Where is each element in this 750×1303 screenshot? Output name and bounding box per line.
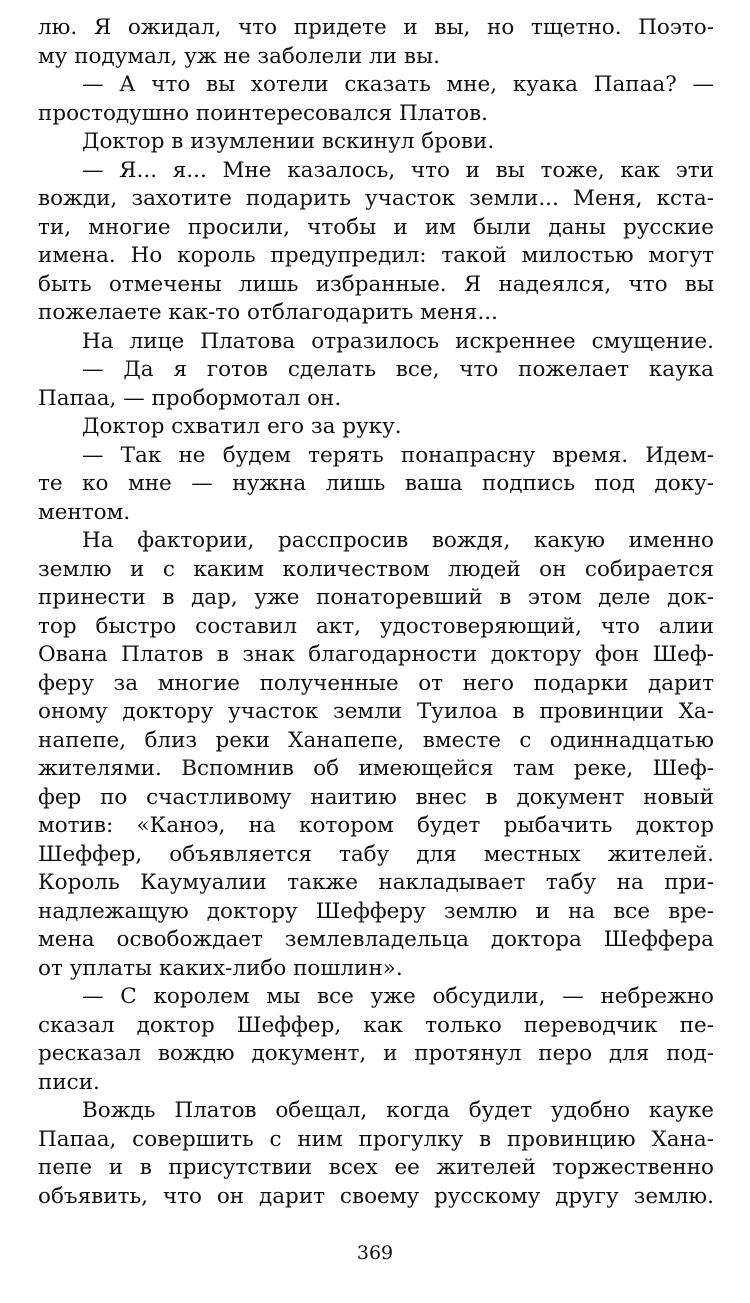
text-line: Доктор в изумлении вскинул брови.: [82, 129, 495, 154]
text-line: быть отмечены лишь избранные. Я надеялся, что вы: [38, 271, 714, 297]
text-line: пепе и в присутствии всех ее жителей торжественно: [38, 1155, 714, 1180]
text-line: мена освобождает землевладельца доктора Шеффера: [38, 927, 714, 952]
text-line: Ована Платов в знак благодарности доктору фон Шеф-: [38, 642, 714, 667]
text-line: На фактории, расспросив вождя, какую именно: [82, 528, 714, 553]
text-line: мотив: «Каноэ, на котором будет рыбачить доктор: [38, 813, 714, 838]
text-line: жителями. Вспомнив об имеющейся там реке, Шеф-: [38, 756, 714, 781]
text-line: простодушно поинтересовался Платов.: [38, 100, 488, 126]
text-line: — Так не будем терять понапрасну время. Идем-: [82, 442, 714, 468]
text-line: напепе, близ реки Ханапепе, вместе с одиннадцатью: [38, 727, 714, 753]
text-line: объявить, что он дарит своему русскому другу землю.: [38, 1183, 714, 1209]
text-line: землю и с каким количеством людей он собирается: [38, 556, 714, 582]
page-number: 369: [356, 1242, 394, 1264]
text-line: ресказал вождю документ, и протянул перо для под-: [38, 1041, 714, 1066]
text-line: те ко мне — нужна лишь ваша подпись под доку-: [38, 471, 714, 496]
text-line: принести в дар, уже понаторевший в этом деле док-: [38, 585, 714, 610]
text-line: оному доктору участок земли Туилоа в провинции Ха-: [38, 699, 714, 724]
text-line: лю. Я ожидал, что придете и вы, но тщетно. Поэто-: [38, 15, 714, 40]
text-line: — С королем мы все уже обсудили, — небрежно: [82, 984, 714, 1009]
text-line: сказал доктор Шеффер, как только переводчик пе-: [38, 1012, 714, 1038]
text-line: — А что вы хотели сказать мне, куака Папаа? —: [82, 72, 714, 97]
book-page-text: [38, 14, 714, 1211]
text-line: тор быстро составил акт, удостоверяющий, что алии: [38, 613, 714, 639]
text-line: ти, многие просили, чтобы и им были даны русские: [38, 214, 714, 240]
text-line: Вождь Платов обещал, когда будет удобно кауке: [82, 1098, 714, 1123]
text-line: Папаа, совершить с ним прогулку в провинцию Хана-: [38, 1126, 714, 1152]
text-line: Доктор схватил его за руку.: [82, 414, 402, 439]
text-line: вожди, захотите подарить участок земли... Меня, кста-: [38, 186, 714, 211]
text-line: фер по счастливому наитию внес в документ новый: [38, 784, 714, 810]
text-line: писи.: [38, 1069, 100, 1095]
text-line: — Да я готов сделать все, что пожелает каука: [82, 357, 714, 382]
text-line: пожелаете как-то отблагодарить меня...: [38, 300, 498, 325]
text-line: На лице Платова отразилось искреннее смущение.: [82, 328, 714, 354]
text-line: му подумал, уж не заболели ли вы.: [38, 43, 440, 69]
text-line: феру за многие полученные от него подарки дарит: [38, 670, 714, 696]
text-line: Король Каумуалии также накладывает табу на при-: [38, 870, 714, 895]
text-line: Папаа, — пробормотал он.: [38, 385, 342, 411]
text-line: ментом.: [38, 499, 131, 525]
text-line: Шеффер, объявляется табу для местных жителей.: [38, 841, 714, 867]
text-line: от уплаты каких-либо пошлин».: [38, 955, 403, 981]
text-line: — Я... я... Мне казалось, что и вы тоже, как эти: [82, 157, 714, 183]
text-line: имена. Но король предупредил: такой милостью могут: [38, 243, 714, 268]
text-line: надлежащую доктору Шефферу землю и на все вре-: [38, 898, 714, 924]
